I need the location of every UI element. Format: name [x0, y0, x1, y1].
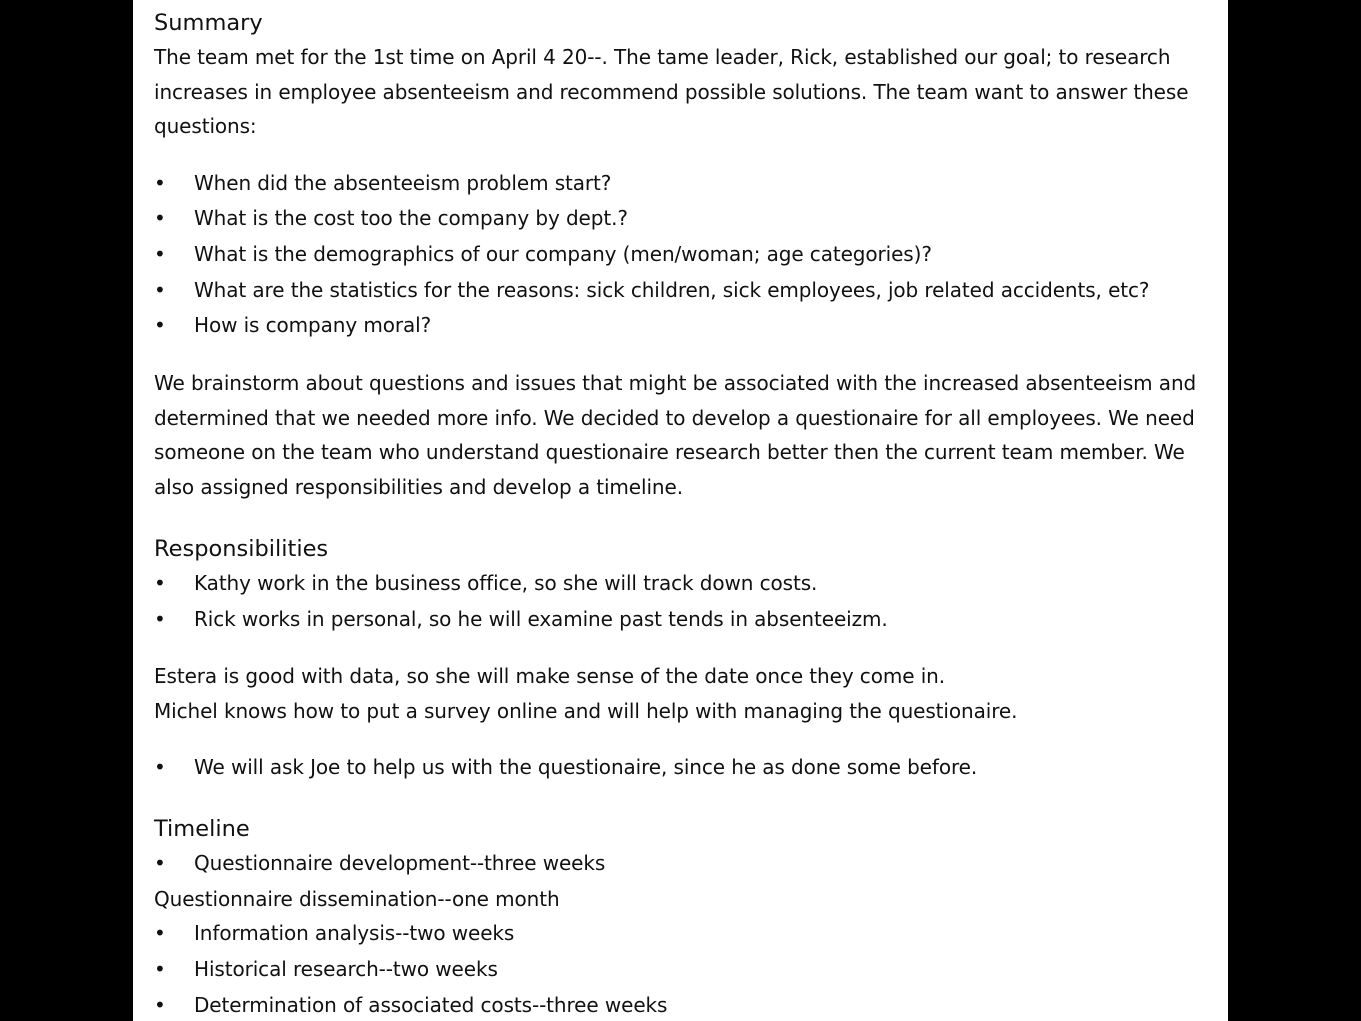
bullet-icon: •	[154, 206, 166, 231]
bullet-icon: •	[154, 921, 166, 946]
bullet-icon: •	[154, 313, 166, 338]
list-item: • Determination of associated costs--three weeks	[154, 988, 1214, 1021]
summary-heading: Summary	[154, 10, 263, 36]
timeline-plain-item: Questionnaire dissemination--one month	[154, 886, 560, 911]
list-item: • We will ask Joe to help us with the questionaire, since he as done some before.	[154, 750, 1214, 786]
bullet-icon: •	[154, 851, 166, 876]
list-item: • How is company moral?	[154, 308, 1214, 344]
list-item: • Information analysis--two weeks	[154, 916, 1214, 952]
bullet-icon: •	[154, 755, 166, 780]
list-item: • Kathy work in the business office, so she will track down costs.	[154, 566, 1214, 602]
timeline-list	[154, 916, 1214, 1021]
document-page	[133, 0, 1228, 1021]
list-item: • What is the demographics of our company (men/woman; age categories)?	[154, 237, 1214, 273]
brainstorm-paragraph: We brainstorm about questions and issues that might be associated with the increased absenteeism and determined that we needed more info. We decided to develop a questionaire for all employees. We need someone on the team who understand questionaire research better then the current team member. We also assigned responsibilities and develop a timeline.	[154, 371, 1197, 499]
list-item: • What is the cost too the company by dept.?	[154, 201, 1214, 237]
bullet-icon: •	[154, 992, 166, 1017]
bullet-icon: •	[154, 571, 166, 596]
timeline-list-first	[154, 846, 1214, 882]
bullet-icon: •	[154, 957, 166, 982]
list-item: • When did the absenteeism problem start?	[154, 166, 1214, 202]
timeline-heading: Timeline	[154, 816, 250, 843]
estera-line: Estera is good with data, so she will make sense of the date once they come in.	[154, 664, 945, 689]
list-item: • Rick works in personal, so he will examine past tends in absenteeizm.	[154, 602, 1214, 638]
bullet-icon: •	[154, 170, 166, 195]
document-content	[154, 6, 1214, 1021]
responsibilities-list	[154, 566, 1214, 637]
responsibilities-heading: Responsibilities	[154, 536, 329, 563]
bullet-icon: •	[154, 241, 166, 266]
summary-intro: The team met for the 1st time on April 4 20--. The tame leader, Rick, established our goal; to research increases in employee absenteeism and recommend possible solutions. The team want to answer these questions:	[154, 45, 1189, 138]
list-item: • What are the statistics for the reasons: sick children, sick employees, job related accidents, etc?	[154, 273, 1214, 309]
michel-line: Michel knows how to put a survey online and will help with managing the questionaire.	[154, 698, 1018, 723]
bullet-icon: •	[154, 277, 166, 302]
list-item: • Historical research--two weeks	[154, 952, 1214, 988]
bullet-icon: •	[154, 606, 166, 631]
questions-list	[154, 166, 1214, 345]
list-item: • Questionnaire development--three weeks	[154, 846, 1214, 882]
joe-list	[154, 750, 1214, 786]
